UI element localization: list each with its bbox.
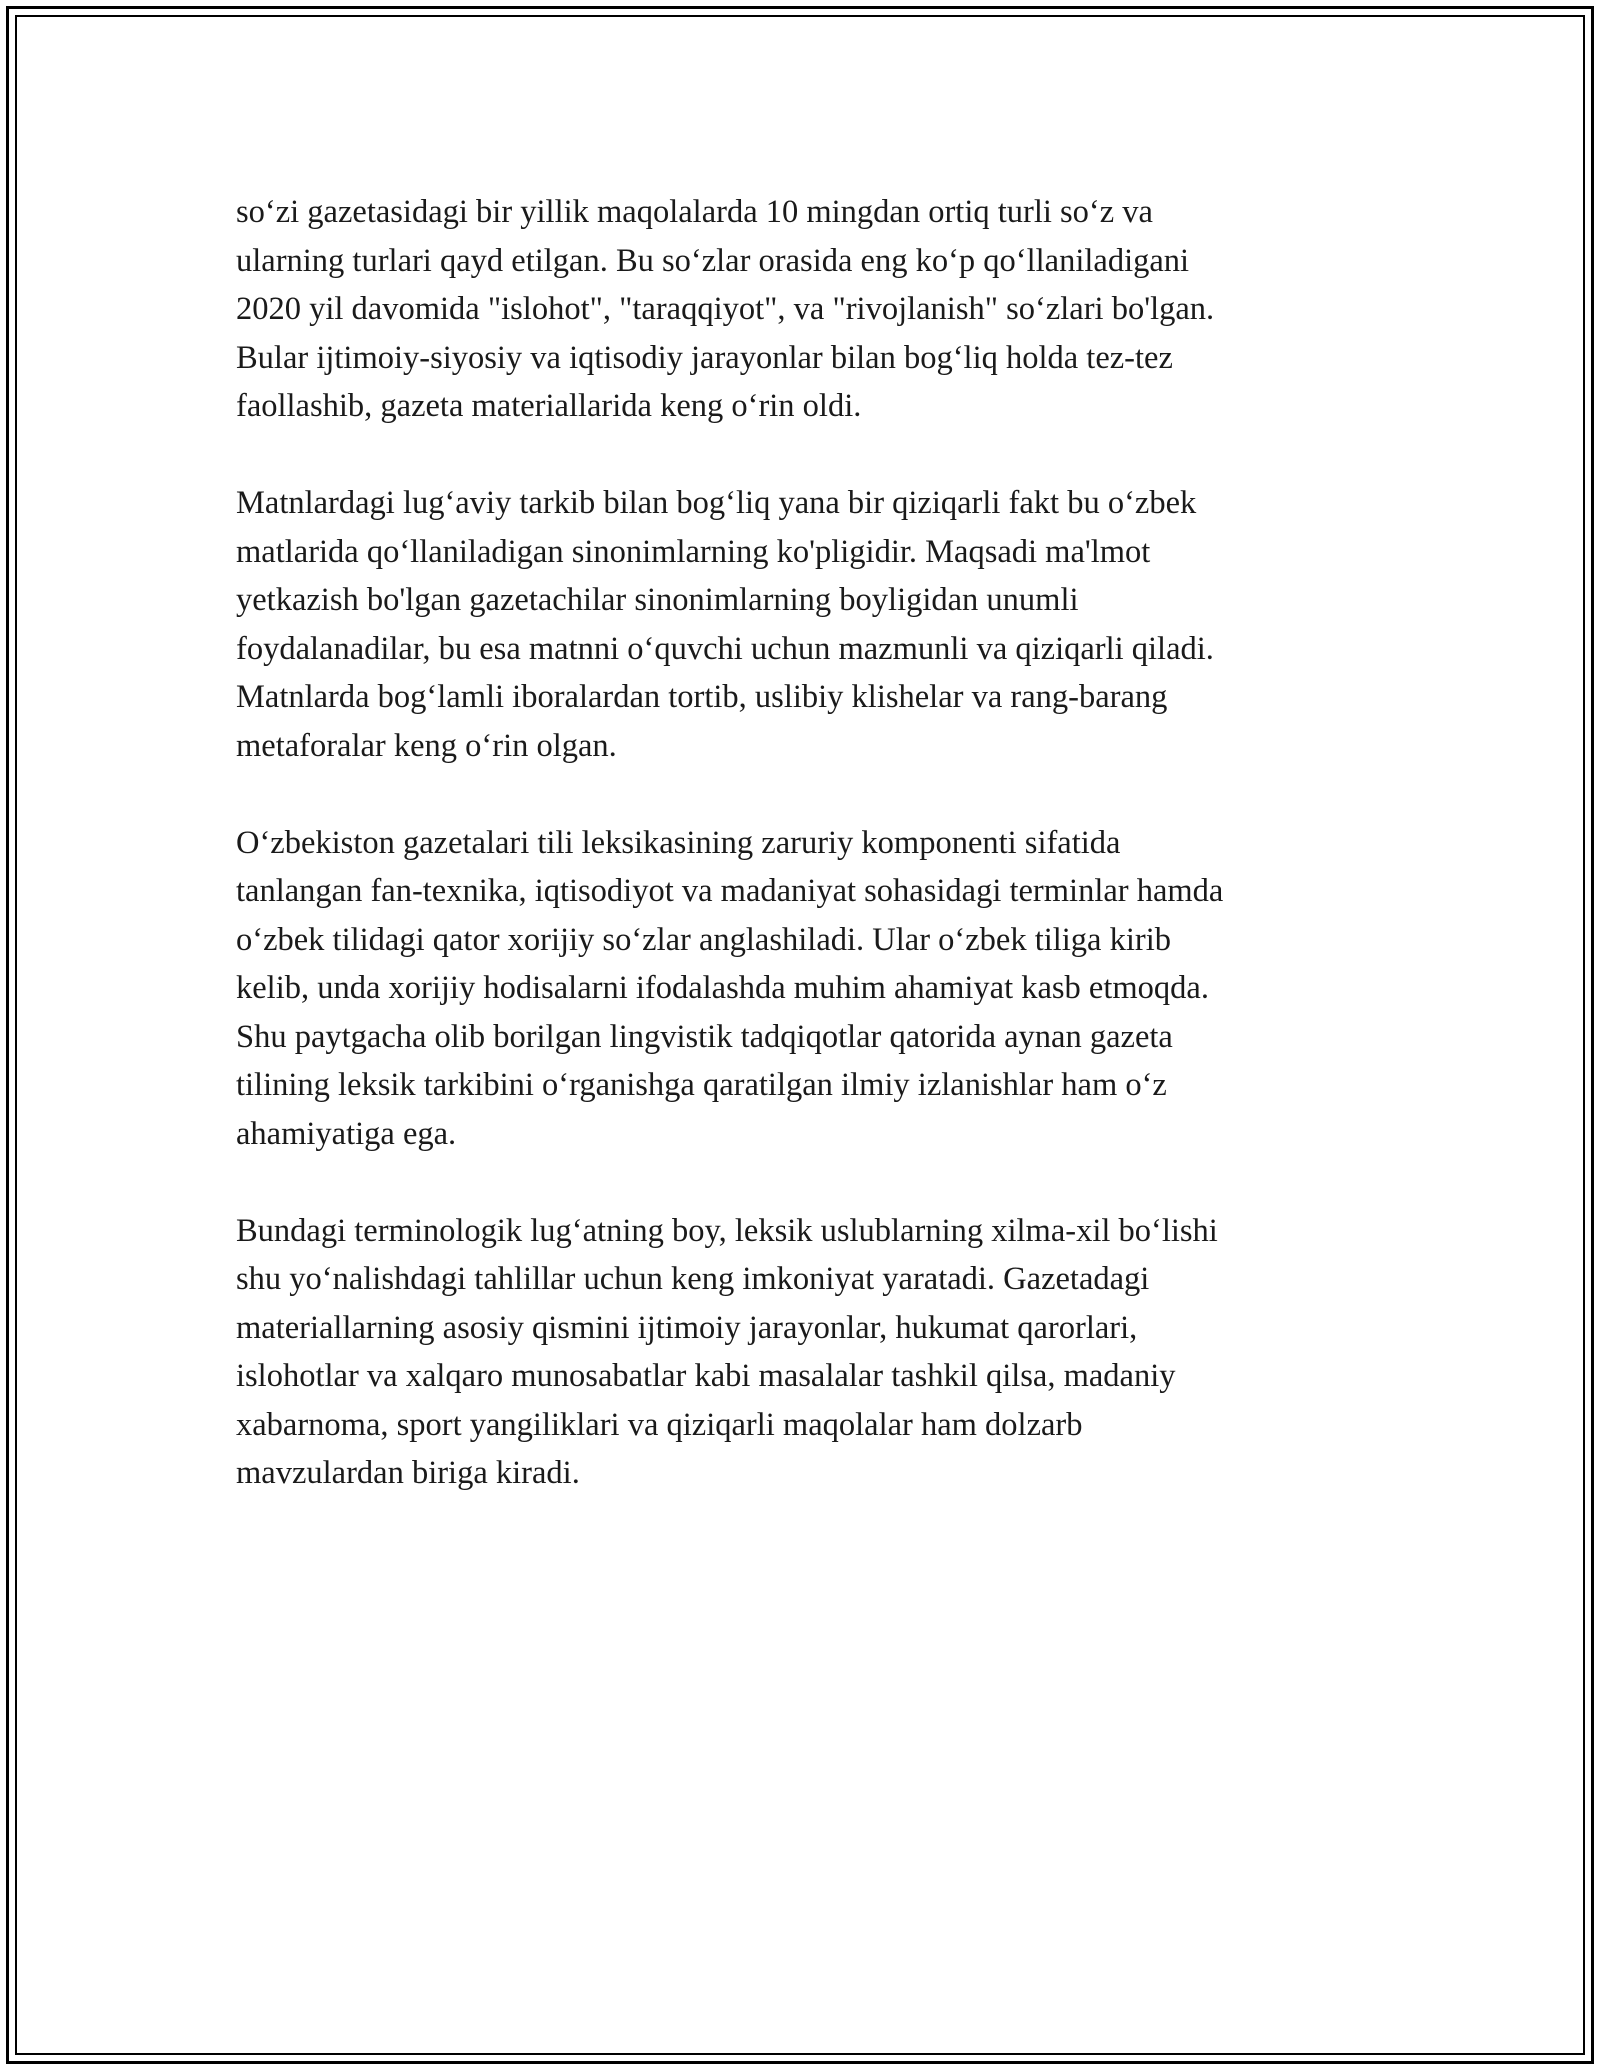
text-line: tilining leksik tarkibini o‘rganishga qaratilgan ilmiy izlanishlar ham o‘z [236,1067,1167,1103]
text-line: O‘zbekiston gazetalari tili leksikasining zaruriy komponenti sifatida [236,824,1121,861]
text-line: Shu paytgacha olib borilgan lingvistik tadqiqotlar qatorida aynan gazeta [236,1018,1173,1055]
document-body [236,188,1386,1546]
text-line: tanlangan fan-texnika, iqtisodiyot va madaniyat sohasidagi terminlar hamda [236,873,1224,909]
text-line: materiallarning asosiy qismini ijtimoiy jarayonlar, hukumat qarorlari, [236,1309,1138,1346]
text-line: Bundagi terminologik lug‘atning boy, leksik uslublarning xilma-xil bo‘lishi [236,1212,1218,1249]
text-line: 2020 yil davomida "islohot", "taraqqiyot", va "rivojlanish" so‘zlari bo'lgan. [236,291,1215,327]
text-line: mavzulardan biriga kiradi. [236,1455,580,1491]
text-line: o‘zbek tilidagi qator xorijiy so‘zlar anglashiladi. Ular o‘zbek tiliga kirib [236,921,1171,958]
text-line: foydalanadilar, bu esa matnni o‘quvchi uchun mazmunli va qiziqarli qiladi. [236,630,1214,667]
text-line: faollashib, gazeta materiallarida keng o‘rin oldi. [236,388,862,424]
paragraph-3 [236,819,1386,1159]
text-line: metaforalar keng o‘rin olgan. [236,727,617,764]
text-line: Bular ijtimoiy-siyosiy va iqtisodiy jarayonlar bilan bog‘liq holda tez-tez [236,339,1173,376]
text-line: matlarida qo‘llaniladigan sinonimlarning ko'pligidir. Maqsadi ma'lmot [236,533,1151,570]
text-line: ularning turlari qayd etilgan. Bu so‘zlar orasida eng ko‘p qo‘llaniladigani [236,242,1190,279]
text-line: yetkazish bo'lgan gazetachilar sinonimlarning boyligidan unumli [236,582,1079,618]
text-line: Matnlardagi lug‘aviy tarkib bilan bog‘liq yana bir qiziqarli fakt bu o‘zbek [236,485,1197,521]
text-line: shu yo‘nalishdagi tahlillar uchun keng imkoniyat yaratadi. Gazetadagi [236,1261,1150,1297]
text-line: ahamiyatiga ega. [236,1115,457,1152]
text-line: xabarnoma, sport yangiliklari va qiziqarli maqolalar ham dolzarb [236,1406,1083,1443]
text-line: Matnlarda bog‘lamli iboralardan tortib, uslibiy klishelar va rang-barang [236,679,1168,715]
text-line: islohotlar va xalqaro munosabatlar kabi masalalar tashkil qilsa, madaniy [236,1358,1176,1394]
paragraph-4 [236,1207,1386,1498]
text-line: kelib, unda xorijiy hodisalarni ifodalashda muhim ahamiyat kasb etmoqda. [236,970,1209,1006]
paragraph-2 [236,479,1386,770]
text-line: so‘zi gazetasidagi bir yillik maqolalarda 10 mingdan ortiq turli so‘z va [236,194,1153,230]
paragraph-1 [236,188,1386,431]
